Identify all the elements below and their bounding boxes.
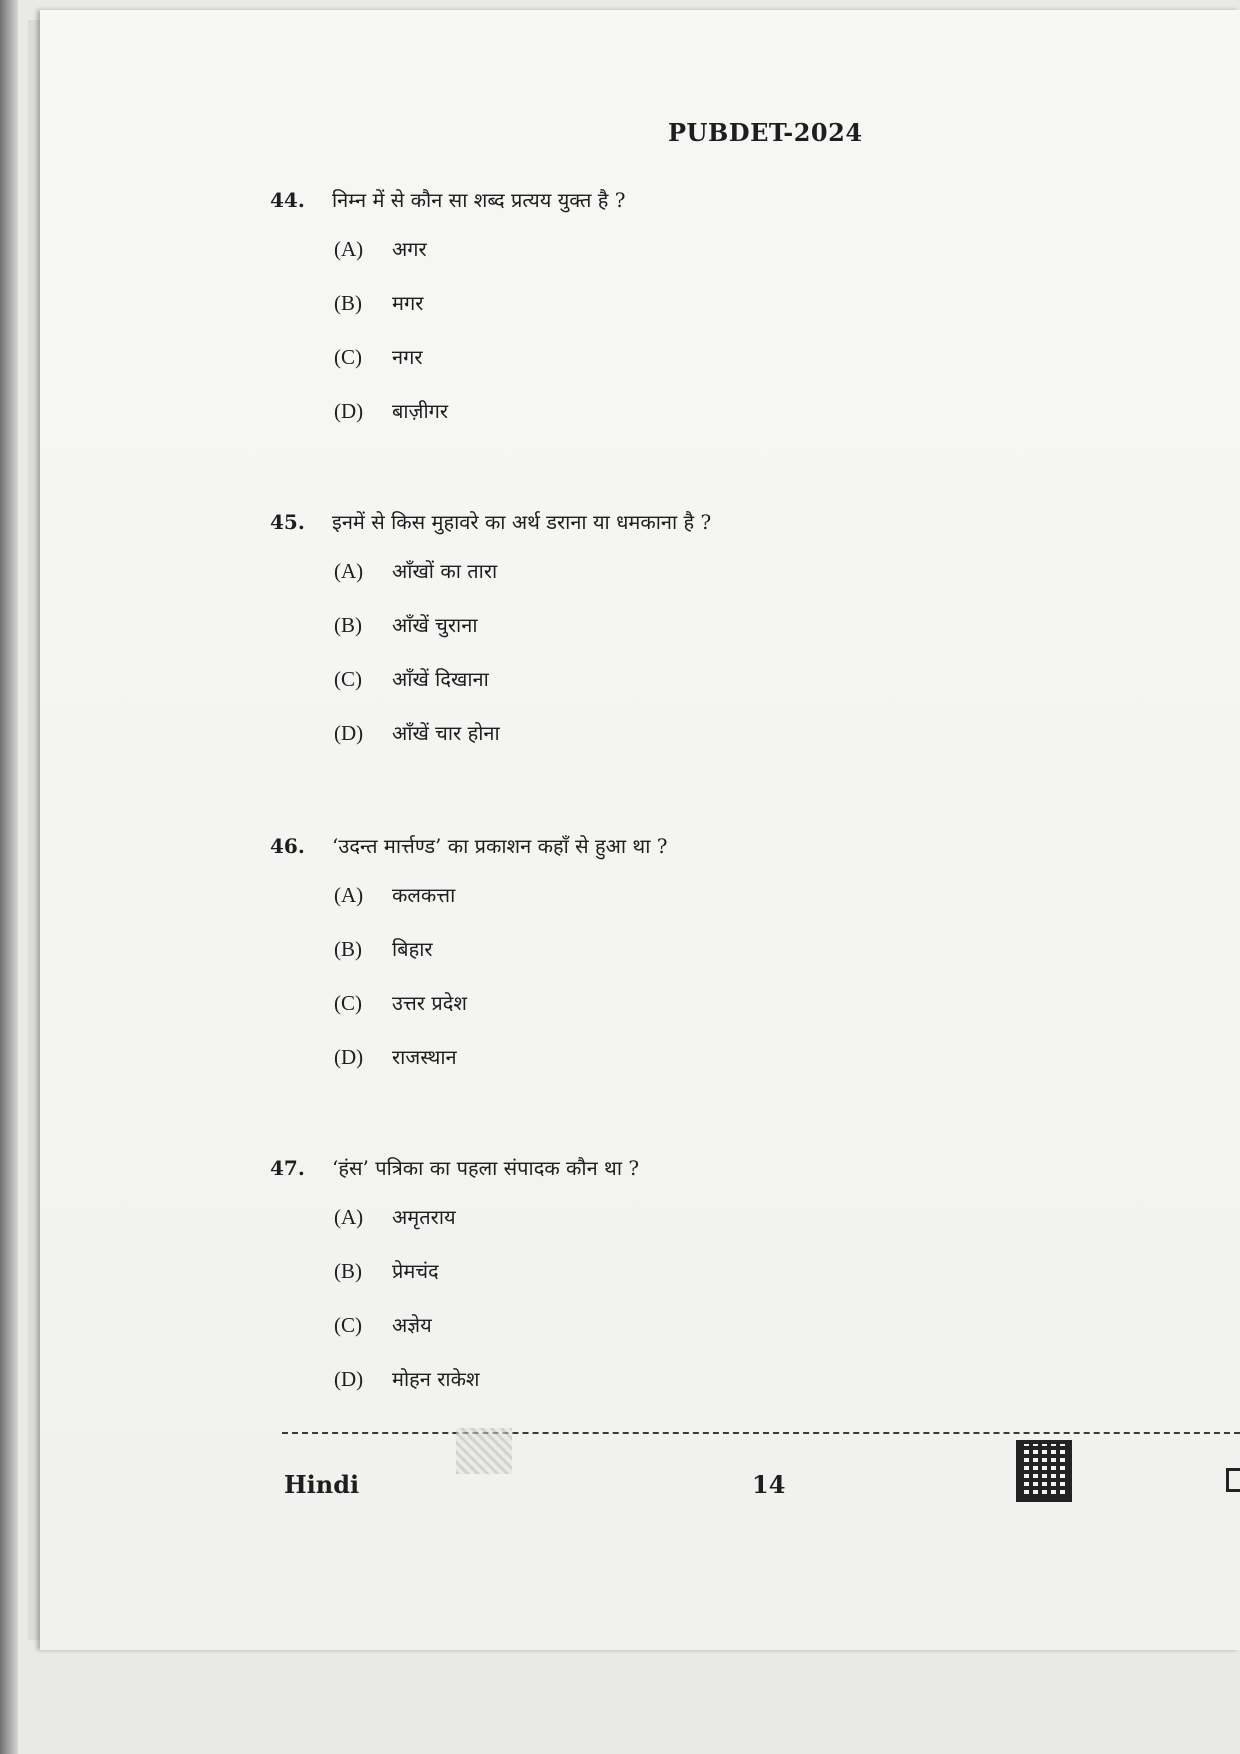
option-label: (B)	[334, 291, 362, 315]
option-text: मगर	[392, 291, 424, 315]
option-label: (A)	[334, 1205, 364, 1229]
option-d	[334, 697, 1070, 751]
option-c	[334, 1289, 1070, 1343]
options-list	[334, 535, 1070, 751]
footer-subject: Hindi	[284, 1470, 360, 1499]
option-text: आँखें दिखाना	[392, 667, 489, 691]
option-c	[334, 643, 1070, 697]
option-text: मोहन राकेश	[392, 1367, 480, 1391]
options-list	[334, 1181, 1070, 1397]
option-label: (D)	[334, 721, 364, 745]
option-b	[334, 589, 1070, 643]
option-a	[334, 535, 1070, 589]
question-text: ‘हंस’ पत्रिका का पहला संपादक कौन था ?	[332, 1156, 640, 1180]
option-label: (D)	[334, 1367, 364, 1391]
option-b	[334, 267, 1070, 321]
question-44	[270, 186, 1070, 429]
question-text: ‘उदन्त मार्त्तण्ड’ का प्रकाशन कहाँ से हुआ था ?	[332, 834, 668, 858]
option-b	[334, 1235, 1070, 1289]
question-text: निम्न में से कौन सा शब्द प्रत्यय युक्त है ?	[332, 188, 626, 212]
option-label: (D)	[334, 399, 364, 423]
exam-code-header: PUBDET-2024	[668, 118, 863, 147]
option-text: आँखें चुराना	[392, 613, 478, 637]
option-label: (D)	[334, 1045, 364, 1069]
option-label: (B)	[334, 613, 362, 637]
option-label: (B)	[334, 937, 362, 961]
question-number: 44.	[270, 188, 305, 212]
bleed-through-barcode	[456, 1428, 512, 1474]
option-label: (A)	[334, 883, 364, 907]
question-text: इनमें से किस मुहावरे का अर्थ डराना या धमकाना है ?	[332, 510, 712, 534]
corner-registration-mark	[1226, 1468, 1240, 1492]
option-text: आँखों का तारा	[392, 559, 498, 583]
option-text: कलकत्ता	[392, 883, 456, 907]
question-number: 45.	[270, 510, 305, 534]
question-number: 47.	[270, 1156, 305, 1180]
option-c	[334, 967, 1070, 1021]
option-text: नगर	[392, 345, 423, 369]
option-d	[334, 375, 1070, 429]
option-label: (A)	[334, 237, 364, 261]
option-text: बाज़ीगर	[392, 399, 449, 423]
option-label: (C)	[334, 345, 362, 369]
question-45	[270, 508, 1070, 751]
option-label: (B)	[334, 1259, 362, 1283]
option-text: प्रेमचंद	[392, 1259, 439, 1283]
option-label: (A)	[334, 559, 364, 583]
scan-edge-strip	[0, 0, 18, 1754]
question-47	[270, 1154, 1070, 1397]
question-number: 46.	[270, 834, 305, 858]
option-text: राजस्थान	[392, 1045, 457, 1069]
option-text: आँखें चार होना	[392, 721, 500, 745]
option-d	[334, 1343, 1070, 1397]
question-46	[270, 832, 1070, 1075]
options-list	[334, 859, 1070, 1075]
option-text: उत्तर प्रदेश	[392, 991, 467, 1015]
option-d	[334, 1021, 1070, 1075]
qr-code-icon	[1016, 1440, 1072, 1502]
option-a	[334, 213, 1070, 267]
option-c	[334, 321, 1070, 375]
options-list	[334, 213, 1070, 429]
option-text: अमृतराय	[392, 1205, 456, 1229]
page-number: 14	[752, 1470, 786, 1499]
option-label: (C)	[334, 667, 362, 691]
option-a	[334, 859, 1070, 913]
option-text: बिहार	[392, 937, 433, 961]
footer-divider	[282, 1432, 1240, 1434]
option-text: अगर	[392, 237, 427, 261]
option-a	[334, 1181, 1070, 1235]
option-label: (C)	[334, 991, 362, 1015]
option-text: अज्ञेय	[392, 1313, 432, 1337]
option-label: (C)	[334, 1313, 362, 1337]
option-b	[334, 913, 1070, 967]
